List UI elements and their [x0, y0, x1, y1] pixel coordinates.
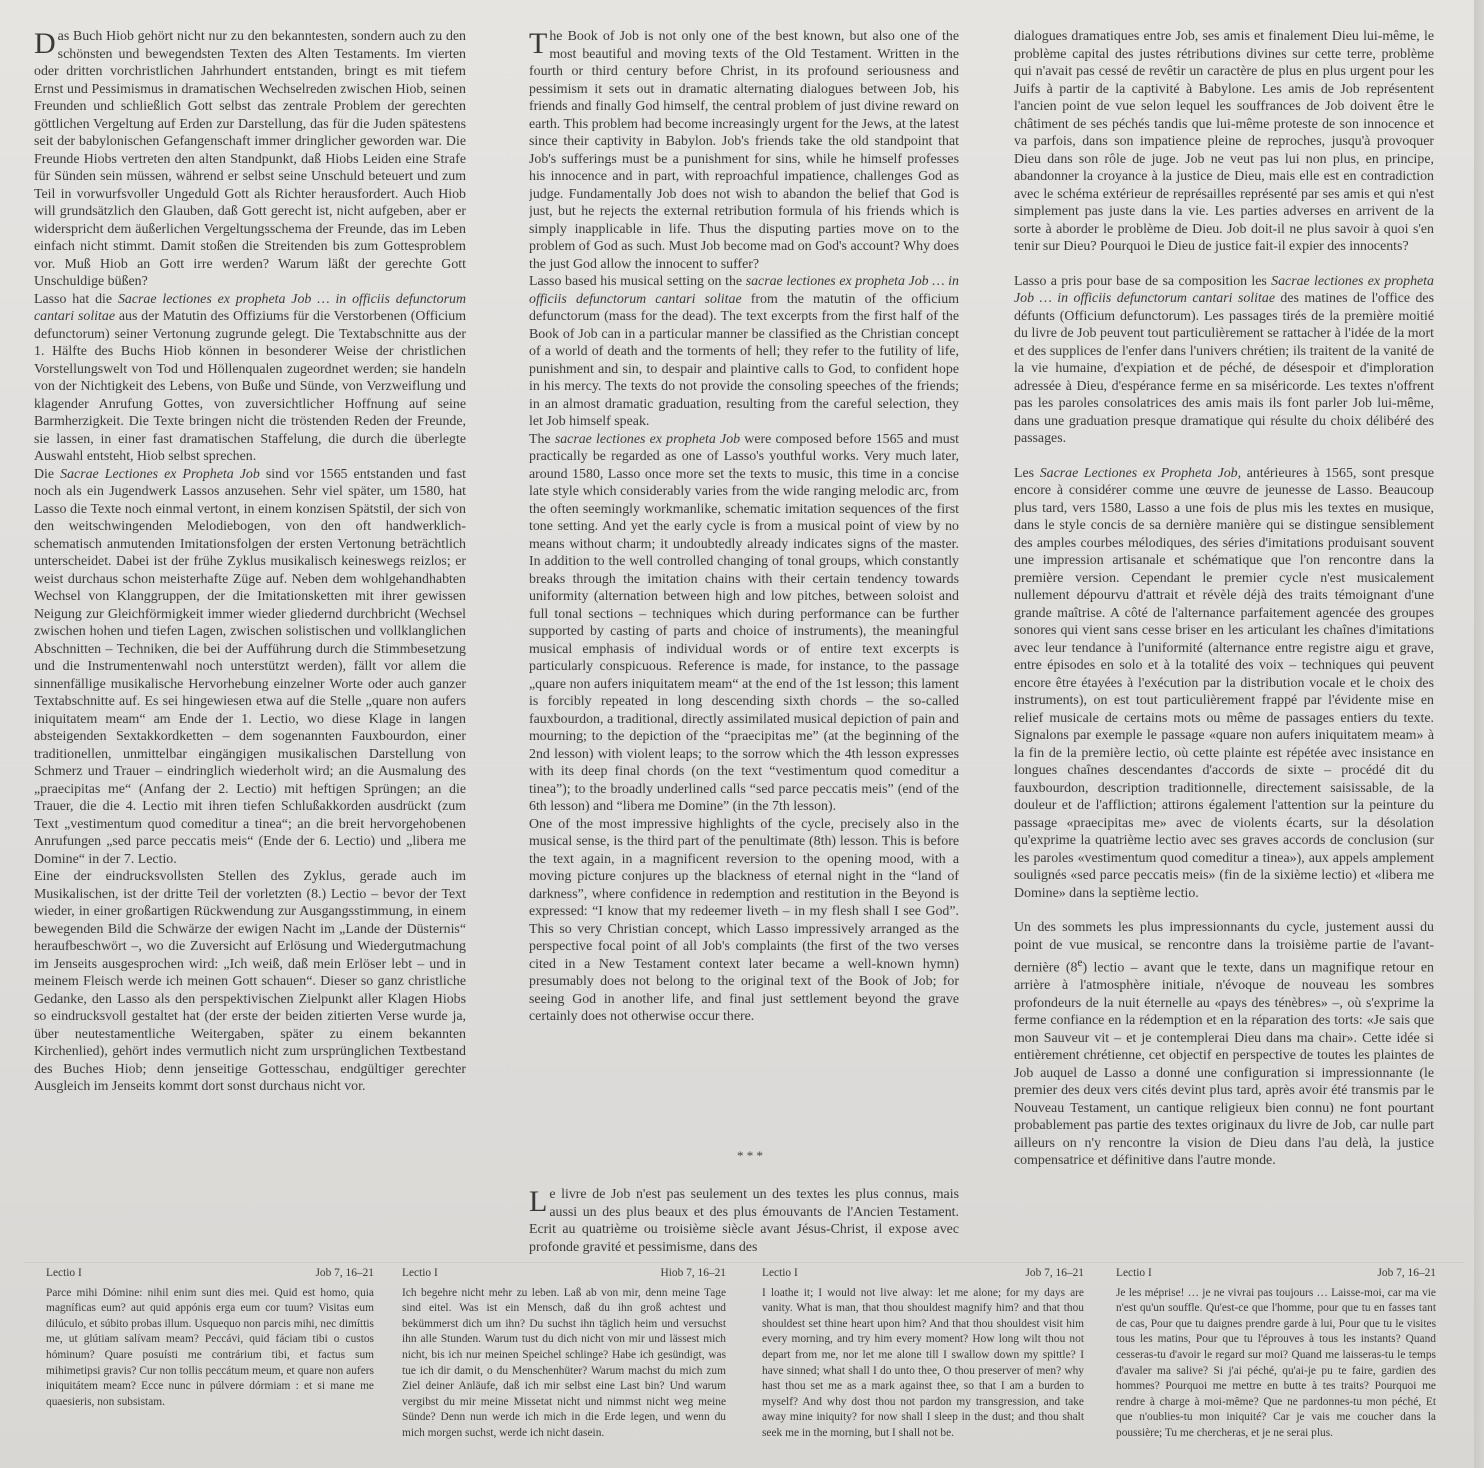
french-paragraph-2: Lasso a pris pour base de sa composition les Sacrae lectiones ex propheta Job … in officiis defunctorum cantari solitae des matines de l'office des défunts (Officium defunctorum). Les passages tirés de la première moitié du livre de Job peuvent tout particulièrement se rattacher à l'idée de la mort et des supplices de l'enfer dans l'univers chrétien; ils traitent de la vanité de la vie humaine, d'expiation et de péché, de désespoir et d'imploration adressée à Dieu, d'espérance ferme en sa miséricorde. Les textes n'offrent pas les paroles consolatrices des amis mais ils font parler Job lui-même, dans une graduation presque dramatique qui résulte du choix délibéré des passages. [1014, 273, 1434, 446]
english-paragraph-1: The Book of Job is not only one of the best known, but also one of the most beautiful and moving texts of the Old Testament. Written in the fourth or third century before Christ, in its profound seriousness and pessimism it sets out in dramatic alternating dialogues between Job, his friends and finally God himself, the central problem of just divine reward on earth. This problem had become increasingly urgent for the Jews, at the latest since their captivity in Babylon. Job's friends take the old standpoint that Job's sufferings must be a punishment for sins, while he himself professes his innocence and in part, with reproachful impatience, challenges God as judge. Fundamentally Job does not wish to abandon the belief that God is just, but he rejects the external retribution formula of his friends which is simply inapplicable in life. Thus the disputing parties move on to the problem of God as such. Must Job become mad on God's account? Why does the just God allow the innocent to suffer? [529, 28, 959, 272]
english-essay-column [529, 28, 959, 1146]
french-essay-column [1014, 28, 1434, 1260]
lectio-text: Ich begehre nicht mehr zu leben. Laß ab von mir, denn meine Tage sind eitel. Was ist ein Mensch, daß du ihn groß achtest und bekümmerst dich um ihn? Du suchst ihn täglich heim und versuchst ihn alle Stunden. Warum tust du dich nicht von mir und lässest mich nicht, bis ich nur meinen Speichel schlinge? Habe ich gesündigt, was tue ich dir damit, o du Menschenhüter? Warum machst du mich zum Ziel deiner Anläufe, daß ich mir selbst eine Last bin? Und warum vergibst du mir meine Missetat nicht und nimmst nicht weg meine Sünde? Denn nun werde ich mich in die Erde legen, und wenn du mich morgen suchst, werde ich nicht dasein. [402, 1286, 726, 1439]
french-paragraph-3: Les Sacrae Lectiones ex Propheta Job, antérieures à 1565, sont presque encore à considérer comme une œuvre de jeunesse de Lasso. Beaucoup plus tard, vers 1580, Lasso a une fois de plus mis les textes en musique, dans le style concis de sa dernière manière qui se distingue sensiblement des amples courbes mélodiques, des séries d'imitations produisant souvent une impression artisanale et schématique que l'on rencontre dans la première version. Cependant le premier cycle n'est musicalement nullement dépourvu d'attrait et révèle déjà des traits témoignant d'une grande maîtrise. A côté de l'alternance parfaitement agencée des groupes sonores qui vient sans cesse briser en les articulant les chaînes d'imitations avec leur tendance à l'uniformité (alternance entre registre aigu et grave, entre épisodes en solo et à la totalité des voix – techniques qui peuvent encore être étayées à l'exécution par la distribution vocale et le choix des instruments), on est tout particulièrement frappé par l'évidente mise en relief musicale de certains mots ou même de passages entiers du texte. Signalons par exemple le passage «quare non aufers iniquitatem meam» à la fin de la première lectio, où cette plainte est répétée avec insistance en longues chaînes descendantes d'accords de sixte – procédé dit du fauxbourdon, description traditionnelle, directement saisissable, de la douleur et de l'affliction; attirons également l'attention sur la peinture du passage «praecipitas me» avec de violents écarts, sur la désolation qu'exprime la quatrième lectio avec ses graves accords de conclusion (sur les paroles «vestimentum quod comeditur a tinea»), aux appels amplement soulignés «sed parce peccatis meis» (fin de la sixième lectio) et «libera me Domine» dans la septième lectio. [1014, 465, 1434, 901]
lectio-french [1116, 1266, 1436, 1456]
german-essay-column [34, 28, 466, 1260]
english-dropcap: T [529, 28, 548, 60]
lectio-latin [46, 1266, 374, 1456]
english-paragraph-3: The sacrae lectiones ex propheta Job were composed before 1565 and must practically be regarded as one of Lasso's youthful works. Very much later, around 1580, Lasso once more set the texts to music, this time in a concise late style which considerably varies from the wide ranging melodic arc, from the often seemingly workmanlike, schematic imitation sequences of the first tone setting. And yet the early cycle is from a musical point of view by no means without charm; it undoubtedly already indicates signs of the master. In addition to the well controlled changing of tonal groups, which constantly breaks through the imitation chains with their certain tendency towards uniformity (alternation between high and low pitches, between soloist and full tonal sections – techniques which during performance can be further supported by casting of parts and choice of instruments), the meaningful musical emphasis of individual words or of entire text excerpts is particularly conspicuous. Reference is made, for instance, to the passage „quare non aufers iniquitatem meam“ at the end of the 1st lesson; this lament is forcibly repeated in long descending sixth chords – the so-called fauxbourdon, a traditional, directly assimilated musical depiction of pain and mourning; to the depiction of the “praecipitas me” (at the beginning of the 2nd lesson) with violent leaps; to the sorrow which the 4th lesson expresses with its deep final chords (on the text “vestimentum quod comeditur a tinea”); to the broadly underlined calls “sed parce peccatis meis” (end of the 6th lesson) and “libera me Domine” (in the 7th lesson). [529, 431, 959, 814]
lectio-header [46, 1266, 374, 1282]
english-paragraph-2: Lasso based his musical setting on the sacrae lectiones ex propheta Job … in officiis defunctorum cantari solitae from the matutin of the officium defunctorum (mass for the dead). The text excerpts from the first half of the Book of Job can in a particular manner be classified as the Christian concept of a world of death and the torments of hell; they refer to the futility of life, punishment and sin, to despair and plaintive calls to God, to confident hope in his mercy. The texts do not provide the consoling speeches of the friends; in an almost dramatic graduation, resulting from the careful selection, they let Job himself speak. [529, 274, 959, 429]
lectio-text: I loathe it; I would not live alway: let me alone; for my days are vanity. What is man, that thou shouldest magnify him? and that thou shouldest set thine heart upon him? And that thou shouldest visit him every morning, and try him every moment? How long wilt thou not depart from me, nor let me alone till I swallow down my spittle? I have sinned; what shall I do unto thee, O thou preserver of men? why hast thou set me as a mark against thee, so that I am a burden to myself? And why dost thou not pardon my transgression, and take away mine iniquity? for now shall I sleep in the dust; and thou shalt seek me in the morning, but I shall not be. [762, 1286, 1084, 1439]
english-paragraph-4: One of the most impressive highlights of the cycle, precisely also in the musical sense, is the third part of the penultimate (8th) lesson. This is before the text again, in a magnificent reversion to the opening mood, with a moving picture conjures up the blackness of eternal night in the “land of darkness”, where confidence in redemption and restitution in the Beyond is expressed: “I know that my redeemer liveth – in my flesh shall I see God”. This so very Christian concept, which Lasso impressively arranged as the perspective focal point of all Job's complaints (the first of the two verses cited in a New Testament context later became a well-known hymn) presumably does not belong to the original text of the Book of Job; for seeing God in another life, and final just settlement beyond the grave certainly does not otherwise occur there. [529, 816, 959, 1024]
french-dropcap: L [529, 1186, 548, 1218]
lectio-reference: Job 7, 16–21 [315, 1267, 374, 1279]
german-paragraph-4: Eine der eindrucksvollsten Stellen des Zyklus, gerade auch im Musikalischen, ist der dritte Teil der vorletzten (8.) Lectio – bevor der Text wieder, in einer großartigen Rückwendung zur Ausgangsstimmung, in einem bewegenden Bild die Schwärze der ewigen Nacht im „Lande der Düsternis“ heraufbeschwört –, wo die Zuversicht auf Erlösung und Wiedergutmachung im Jenseits ausgesprochen wird: „Ich weiß, daß mein Erlöser lebt – und in meinem Fleisch werde ich meinen Gott schauen“. Dieser so ganz christliche Gedanke, den Lasso als den perspektivischen Zielpunkt aller Klagen Hiobs so eindrucksvoll gestaltet hat (der erste der beiden zitierten Verse wurde ja, über neutestamentliche Weitergaben, später zu einem bekannten Kirchenlied), gehört indes vermutlich nicht zum ursprünglichen Textbestand des Buches Hiob; denn jenseitige Gottesschau, endgültiger gerechter Ausgleich im Jenseits kommt dort sonst durchaus nicht vor. [34, 869, 466, 1094]
german-paragraph-3: Die Sacrae Lectiones ex Propheta Job sind vor 1565 entstanden und fast noch als ein Jugendwerk Lassos anzusehen. Sehr viel später, um 1580, hat Lasso die Texte noch einmal vertont, in einem konzisen Spätstil, der sich von den weitschwingenden Melodiebogen, von den oft handwerklich-schematisch anmutenden Imitationsfolgen der ersten Vertonung beträchtlich unterscheidet. Dabei ist der frühe Zyklus musikalisch keineswegs reizlos; er weist durchaus schon meisterhafte Züge auf. Neben dem wohlgehandhabten Wechsel von Klanggruppen, der die Imitationsketten mit ihrer gewissen Neigung zur Gleichförmigkeit immer wieder gliedernd durchbricht (Wechsel zwischen hohen und tiefen Lagen, zwischen solistischen und vollklanglichen Abschnitten – Techniken, die bei der Aufführung durch die Stimmbesetzung und die Instrumentenwahl noch unterstützt werden), fällt vor allem die sinnenfällige musikalische Hervorhebung einzelner Worte oder auch ganzer Textabschnitte auf. Es sei hingewiesen etwa auf die Stelle „quare non aufers iniquitatem meam“ am Ende der 1. Lectio, wo diese Klage in langen absteigenden Sextakkordketten – dem sogenannten Fauxbourdon, einer traditionellen, unmittelbar eingängigen musikalischen Darstellung von Schmerz und Trauer – eindringlich wiederholt wird; an die Ausmalung des „praecipitas me“ (Anfang der 2. Lectio) mit heftigen Sprüngen; an die Trauer, die die 4. Lectio mit ihren tiefen Schlußakkorden ausdrückt (zum Text „vestimentum quod comeditur a tinea“; an die breit hervorgehobenen Anrufungen „sed parce peccatis meis“ (Ende der 6. Lectio) und „libera me Domine“ in der 7. Lectio. [34, 466, 466, 867]
german-paragraph-1: Das Buch Hiob gehört nicht nur zu den bekanntesten, sondern auch zu den schönsten und bewegendsten Texten des Alten Testaments. Im vierten oder dritten vorchristlichen Jahrhundert entstanden, bringt es mit tiefem Ernst und Pessimismus in dramatischen Wechselreden zwischen Hiob, seinen Freunden und schließlich Gott selbst das zentrale Problem der gerechten göttlichen Vergeltung auf Erden zur Darstellung, das für die Juden spätestens seit der babylonischen Gefangenschaft immer dringlicher geworden war. Die Freunde Hiobs vertreten den alten Standpunkt, daß Hiobs Leiden eine Strafe für Sünden sein müssen, während er selbst seine Unschuld beteuert und zum Teil in vorwurfsvoller Ungeduld Gott als Richter herausfordert. Auch Hiob will grundsätzlich den Glauben, daß Gott gerecht ist, nicht aufgeben, aber er widerspricht dem äußerlichen Vergeltungsschema der Freunde, das im Leben einfach nicht stimmt. Damit stoßen die Streitenden bis zum Gottesproblem vor. Muß Hiob an Gott irre werden? Warum läßt der gerechte Gott Unschuldige büßen? [34, 28, 466, 289]
lectio-reference: Job 7, 16–21 [1025, 1267, 1084, 1279]
lectio-header [402, 1266, 726, 1282]
work-title: sacrae lectiones ex propheta Job [554, 431, 741, 447]
work-title: Sacrae Lectiones ex Propheta Job, [1039, 465, 1242, 481]
lectio-title: Lectio I [46, 1267, 82, 1279]
lectio-reference: Hiob 7, 16–21 [660, 1267, 726, 1279]
section-separator-asterisks: * * * [737, 1148, 763, 1163]
lectio-german [402, 1266, 726, 1456]
lectio-title: Lectio I [402, 1267, 438, 1279]
lectio-text: Parce mihi Dómine: nihil enim sunt dies mei. Quid est homo, quia magníficas eum? aut quid appónis erga eum cor tuum? Visitas eum dilúculo, et súbito probas illum. Usquequo non parcis mihi, nec dimíttis me, ut glútiam salívam meam? Peccávi, quid fáciam tibi o custos hóminum? Quare posuísti me contrárium tibi, et factus sum mihimetipsi gravis? Cur non tollis peccátum meum, et quare non aufers iniquitátem meam? Ecce nunc in púlvere dórmiam : et si mane me quaesieris, non subsistam. [46, 1286, 374, 1408]
french-essay-start [529, 1186, 959, 1266]
work-title: Sacrae lectiones ex propheta Job … in officiis defunctorum cantari solitae [34, 291, 466, 324]
french-paragraph-0: Le livre de Job n'est pas seulement un des textes les plus connus, mais aussi un des plus beaux et des plus émouvants de l'Ancien Testament. Ecrit au quatrième ou troisième siècle avant Jésus-Christ, il expose avec profonde gravité et pessimisme, dans des [529, 1186, 959, 1255]
lectio-title: Lectio I [1116, 1267, 1152, 1279]
work-title: Sacrae Lectiones ex Propheta Job [60, 466, 260, 482]
work-title: Sacrae lectiones ex propheta Job … in officiis defunctorum cantari solitae [1014, 273, 1434, 306]
german-dropcap: D [34, 28, 56, 60]
lectio-header [762, 1266, 1084, 1282]
ordinal-superscript: e [1077, 956, 1083, 969]
lectio-english [762, 1266, 1084, 1456]
german-paragraph-2: Lasso hat die Sacrae lectiones ex propheta Job … in officiis defunctorum cantari solitae aus der Matutin des Offiziums für die Verstorbenen (Officium defunctorum) seiner Vertonung zugrunde gelegt. Die Textabschnitte aus der 1. Hälfte des Buchs Hiob können in besonderer Weise der christlichen Vorstellungswelt von Tod und Höllenqualen zugeordnet werden; sie handeln von der Nichtigkeit des Lebens, von Buße und Sünde, von Verzweiflung und klagender Anrufung Gottes, von zuversichtlicher Hoffnung auf seine Barmherzigkeit. Die Texte bringen nicht die tröstenden Reden der Freunde, sie lassen, in einer fast dramatischen Staffelung, die durch die überlegte Auswahl entsteht, Hiob selbst sprechen. [34, 291, 466, 464]
lectio-text: Je les méprise! … je ne vivrai pas toujours … Laisse-moi, car ma vie n'est qu'un souffle. Qu'est-ce que l'homme, pour que tu en fasses tant de cas, Pour que tu daignes prendre garde à lui, Pour que tu le visites tous les matins, Pour que tu l'éprouves à tous les instants? Quand cesseras-tu d'avoir le regard sur moi? Quand me laisseras-tu le temps d'avaler ma salive? Si j'ai péché, qu'ai-je pu te faire, gardien des hommes? Pourquoi me mettre en butte à tes traits? Pourquoi me rendre à charge à moi-même? Que ne pardonnes-tu mon péché, Et que n'oublies-tu mon iniquité? Car je vais me coucher dans la poussière; Tu me chercheras, et je ne serai plus. [1116, 1286, 1436, 1439]
lectio-reference: Job 7, 16–21 [1377, 1267, 1436, 1279]
lectio-header [1116, 1266, 1436, 1282]
lectio-divider [24, 1262, 1464, 1263]
french-paragraph-4: Un des sommets les plus impressionnants du cycle, justement aussi du point de vue musical, se rencontre dans la troisième partie de l'avant-dernière (8e) lectio – avant que le texte, dans un magnifique retour en arrière à l'atmosphère initiale, n'évoque de nouveau les sombres profondeurs de la nuit éternelle au «pays des ténèbres» –, où s'exprime la ferme confiance en la rédemption et en la réparation des torts: «Je sais que mon Sauveur vit – et je contemplerai Dieu dans ma chair». Cette idée si entièrement chrétienne, cet objectif en perspective de toutes les plaintes de Job auquel de Lasso a donné une configuration si impressionnante (le premier des deux vers cités devint plus tard, après avoir été transmis par le Nouveau Testament, un cantique religieux bien connu) ne font pourtant probablement pas partie des textes originaux du livre de Job, car nulle part ailleurs on n'y rencontre la vision de Dieu dans l'au delà, la justice compensatrice et définitive dans l'autre monde. [1014, 920, 1434, 1169]
lectio-title: Lectio I [762, 1267, 798, 1279]
sleeve-edge [1474, 0, 1484, 1468]
work-title: sacrae lectiones ex propheta Job … in officiis defunctorum cantari solitae [529, 274, 959, 307]
french-paragraph-1: dialogues dramatiques entre Job, ses amis et finalement Dieu lui-même, le problème capital des justes rétributions divines sur cette terre, problème qui n'avait pas cessé de revêtir un caractère de plus en plus urgent pour les Juifs à partir de la captivité à Babylone. Les amis de Job représentent l'ancien point de vue selon lequel les souffrances de Job doivent être le châtiment de ses péchés tandis que lui-même proteste de son innocence et va parfois, dans son impatience pleine de reproches, jusqu'à provoquer Dieu dans son rôle de juge. Job ne veut pas lui non plus, en principe, abandonner la croyance à la justice de Dieu, mais elle est en contradiction avec le schéma extérieur de représailles représenté par ses amis et qui n'est simplement pas juste dans la vie. Les parties adverses en arrivent de la sorte à aborder le problème de Dieu. Job doit-il ne plus savoir à quoi s'en tenir sur Dieu? Pourquoi le Dieu de justice fait-il expier des innocents? [1014, 29, 1434, 254]
